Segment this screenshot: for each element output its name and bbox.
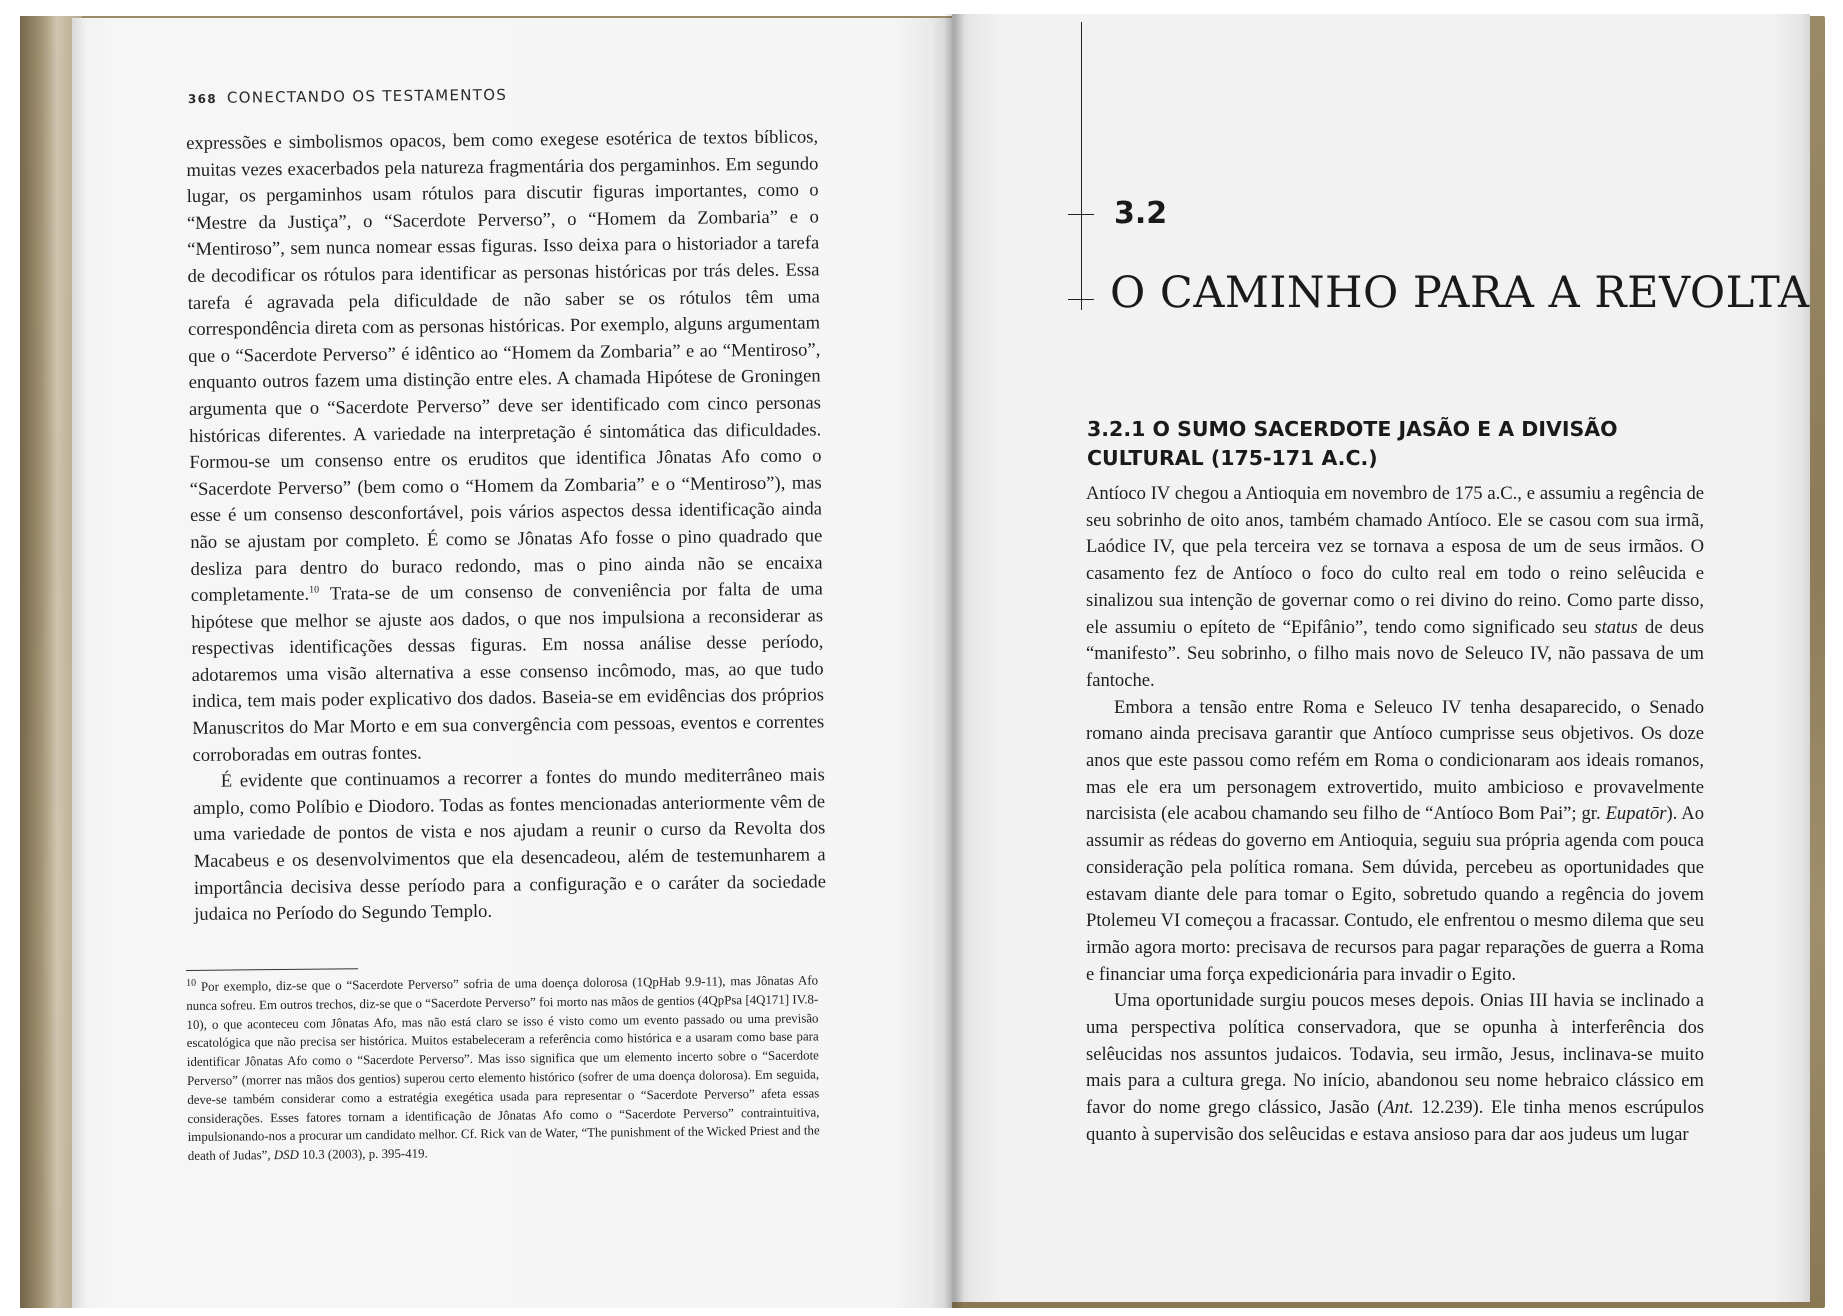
book-gutter — [944, 14, 964, 1308]
right-paragraph-1-italic: status — [1594, 616, 1638, 638]
right-paragraph-2-b: ). Ao assumir as rédeas do governo em Antioquia, seguiu sua própria agenda com pouca consideração pela política romana. Sem dúvida, percebeu as oportunidades que estavam diante dele para tomar o Egito, sobretudo quando a regência do jovem Ptolemeu VI começou a fracassar. Contudo, ele enfrentou o mesmo dilema que seu irmão agora morto: precisava de recursos para pagar reparações de guerra a Roma e financiar uma força expedicionária para invadir o Egito. — [1086, 803, 1704, 985]
section-heading-line-2: CULTURAL (175-171 A.C.) — [1087, 446, 1378, 470]
right-paragraph-2-a: Embora a tensão entre Roma e Seleuco IV tenha desaparecido, o Senado romano ainda precisava garantir que Antíoco cumprisse seus objetivos. Os doze anos que este passou como refém em Roma o condicionaram aos ideais romanos, mas ele era um personagem extrovertido, muito ambicioso e provavelmente narcisista (ele acabou chamando seu filho de “Antíoco Bom Pai”; gr. — [1086, 696, 1704, 825]
left-body-text — [186, 124, 826, 928]
chapter-vertical-rule — [1081, 22, 1082, 310]
left-paragraph-1-continued: Trata-se de um consenso de conveniência por falta de uma hipótese que melhor se ajuste aos dados, o que nos impulsiona a reconsiderar as respectivas identificações dessas figuras. Em nossa análise desse período, adotaremos uma visão alternativa a esse consenso incômodo, mas, ao que tudo indica, tem mais poder explicativo dos dados. Baseia-se em evidências dos próprios Manuscritos do Mar Morto e em sua convergência com pessoas, eventos e correntes corroboradas em outras fontes. — [191, 578, 825, 766]
footnote — [186, 971, 820, 1166]
right-paragraph-1-a: Antíoco IV chegou a Antioquia em novembro de 175 a.C., e assumiu a regência de seu sobrinho de oito anos, também chamado Antíoco. Ele se casou com sua irmã, Laódice IV, que pela terceira vez se tornava a esposa de um de seus irmãos. O casamento fez de Antíoco o foco do culto real em todo o reino selêucida e sinalizou sua intenção de governar como o rei divino do reino. Como parte disso, ele assumiu o epíteto de “Epifânio”, tendo como significado seu — [1086, 483, 1704, 638]
note-marker: 10 — [308, 584, 320, 596]
footnote-citation-end: 10.3 (2003), p. 395-419. — [298, 1146, 428, 1162]
footnote-marker: 10 — [185, 977, 197, 989]
section-heading-line-1: 3.2.1 O SUMO SACERDOTE JASÃO E A DIVISÃO — [1087, 417, 1618, 441]
chapter-rule-tick-1 — [1068, 214, 1094, 215]
footnote-journal: DSD — [273, 1148, 299, 1163]
page-number: 368 — [187, 91, 218, 107]
footnote-text — [186, 971, 820, 1166]
left-paragraph-1-text: expressões e simbolismos opacos, bem como exegese esotérica de textos bíblicos, muitas vezes exacerbados pela natureza fragmentária dos pergaminhos. Em segundo lugar, os pergaminhos usam rótulos para discutir figuras importantes, como o “Mestre da Justiça”, o “Sacerdote Perverso”, o “Homem da Zombaria” e o “Mentiroso”, sem nunca nomear essas figuras. Isso deixa para o historiador a tarefa de decodificar os rótulos para identificar as personas históricas por trás deles. Essa tarefa é agravada pela dificuldade de não saber se os rótulos têm uma correspondência direta com as personas históricas. Por exemplo, alguns argumentam que o “Sacerdote Perverso” é idêntico ao “Homem da Zombaria” e ao “Mentiroso”, enquanto outros fazem uma distinção entre eles. A chamada Hipótese de Groningen argumenta que o “Sacerdote Perverso” deve ser identificado com cinco personas históricas diferentes. A variedade na interpretação é sintomática das dificuldades. Formou-se um consenso entre os eruditos que identifica Jônatas Afo como o “Sacerdote Perverso” (bem como o “Homem da Zombaria” e o “Mentiroso”), mas esse é um consenso desconfortável, pois vários aspectos dessa identificação ainda não se ajustam por completo. É como se Jônatas Afo fosse o pino quadrado que desliza para dentro do buraco redondo, mas o pino ainda não se encaixa completamente. — [186, 126, 823, 607]
running-head-title: CONECTANDO OS TESTAMENTOS — [226, 85, 508, 107]
left-paragraph-1 — [186, 124, 825, 769]
right-paragraph-3-a: Uma oportunidade surgiu poucos meses depois. Onias III havia se inclinado a uma perspectiva política conservadora, que se opunha à interferência dos selêucidas nos assuntos judaicos. Todavia, seu irmão, Jesus, inclinava-se muito mais para a cultura grega. No início, abandonou seu nome hebraico clássico em favor do nome grego clássico, Jasão ( — [1086, 990, 1704, 1119]
right-body-text — [1086, 481, 1704, 1149]
right-paragraph-2-italic: Eupatōr — [1605, 803, 1667, 825]
section-heading — [1087, 415, 1687, 473]
right-paragraph-2 — [1086, 695, 1704, 989]
footnote-body: Por exemplo, diz-se que o “Sacerdote Perverso” sofria de uma doença dolorosa (1QpHab 9.9-11), mas Jônatas Afo nunca sofreu. Em outros trechos, diz-se que o “Sacerdote Perverso” foi morto nas mãos de gentios (4QpPsa [4Q171] IV.8-10), o que aconteceu com Jônatas Afo, mas não está claro se isso é visto como um evento passado ou uma previsão escatológica que não precisa ser histórica. Muitos estabeleceram a referência como histórica e a usaram como base para identificar Jônatas Afo como o “Sacerdote Perverso”. Mas isso significa que um elemento incerto sobre o “Sacerdote Perverso” (morrer nas mãos dos gentios) superou certo elemento histórico (sofrer de uma doença dolorosa). Em seguida, deve-se também considerar como a estratégia exegética usada para representar o “Sacerdote Perverso” afeta essas considerações. Esses fatores tornam a identificação de Jônatas Afo como o “Sacerdote Perverso” contraintuitiva, impulsionando-nos a procurar um candidato melhor. Cf. Rick van de Water, “The punishment of the Wicked Priest and the death of Judas”, — [186, 973, 820, 1164]
right-paragraph-3-italic: Ant. — [1383, 1097, 1414, 1119]
left-paragraph-2: É evidente que continuamos a recorrer a fontes do mundo mediterrâneo mais amplo, como Políbio e Diodoro. Todas as fontes mencionadas anteriormente vêm de uma variedade de pontos de vista e nos ajudam a reunir o curso da Revolta dos Macabeus e os desenvolvimentos que ela desencadeou, além de testemunharem a importância decisiva desse período para a configuração e o caráter da sociedade judaica no Período do Segundo Templo. — [192, 764, 827, 926]
chapter-rule-tick-2 — [1068, 299, 1094, 300]
right-paragraph-3 — [1086, 988, 1704, 1148]
right-paragraph-1-b: de deus “manifesto”. Seu sobrinho, o filho mais novo de Seleuco IV, não passava de um fantoche. — [1086, 616, 1704, 691]
chapter-number: 3.2 — [1114, 196, 1168, 231]
right-paragraph-1 — [1086, 481, 1704, 695]
chapter-title: O CAMINHO PARA A REVOLTA — [1110, 268, 1810, 318]
right-paragraph-3-b: 12.239). Ele tinha menos escrúpulos quanto à supervisão dos selêucidas e estava ansioso para dar aos judeus um lugar — [1086, 1097, 1704, 1145]
